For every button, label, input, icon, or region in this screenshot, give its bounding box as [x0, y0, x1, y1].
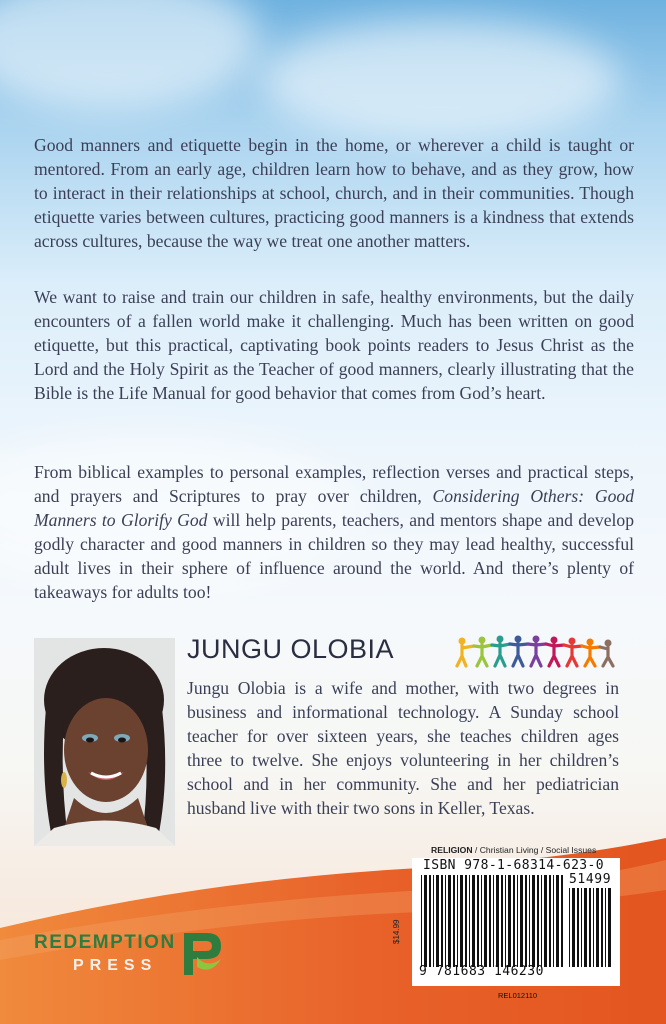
author-photo	[34, 638, 175, 846]
barcode-bar	[453, 875, 455, 967]
publisher-name-line-2: PRESS	[73, 957, 158, 974]
category-sub: / Christian Living / Social Issues	[472, 845, 597, 855]
barcode-bar	[424, 875, 427, 967]
category-label	[431, 845, 596, 855]
barcode-bar	[593, 888, 594, 967]
barcode-bar	[601, 888, 603, 967]
barcode-bar	[549, 875, 551, 967]
barcode-bar	[436, 875, 439, 967]
barcode-bar	[460, 875, 463, 967]
barcode-bar	[433, 875, 434, 967]
barcode-bar	[532, 875, 535, 967]
barcode-bar	[477, 875, 479, 967]
barcode-bar	[508, 875, 511, 967]
barcode-bar	[441, 875, 443, 967]
barcode-bar	[605, 888, 606, 967]
barcode-bar	[493, 875, 494, 967]
barcode-bar	[429, 875, 431, 967]
price-code: 51499	[569, 872, 612, 887]
publisher-logo-icon	[181, 929, 223, 977]
barcode-bar	[544, 875, 547, 967]
barcode-bar	[525, 875, 527, 967]
barcode-bar	[496, 875, 499, 967]
author-portrait-image	[34, 638, 175, 846]
barcode-bar	[537, 875, 539, 967]
synopsis-paragraph-3	[34, 460, 634, 604]
barcode-bar	[569, 888, 570, 967]
barcode-bar	[553, 875, 554, 967]
barcode-bar	[501, 875, 503, 967]
barcode-bar	[421, 875, 422, 967]
publisher-name: REDEMPTION	[34, 932, 176, 953]
barcode-bar	[489, 875, 491, 967]
barcode-bar	[457, 875, 458, 967]
price-label: $14.99	[392, 919, 401, 944]
barcode-bar	[513, 875, 515, 967]
barcode-bar	[505, 875, 506, 967]
barcode-digits: 9 781683 146230	[419, 964, 544, 979]
category-main: RELIGION	[431, 845, 473, 855]
synopsis-text: will help parents, teachers, and mentors shape and develop godly character and good manners in children so they may lead healthy, successful adult lives in their sphere of influence around the world. And there’s plenty of takeaways for adults too!	[34, 510, 634, 602]
barcode-bar	[577, 888, 579, 967]
sku-code: REL012110	[498, 991, 538, 1000]
barcode-bar	[481, 875, 482, 967]
barcode-bar	[556, 875, 559, 967]
author-name: JUNGU OLOBIA	[187, 634, 395, 664]
synopsis-paragraph-2: We want to raise and train our children in safe, healthy environments, but the daily encounters of a fallen world make it challenging. Much has been written on good etiquette, but this practical, captivating book points readers to Jesus Christ as the Lord and the Holy Spirit as the Teacher of good manners, clearly illustrating that the Bible is the Life Manual for good behavior that comes from God’s heart.	[34, 287, 634, 403]
synopsis-text: From biblical examples to personal examples, reflection verses and practical steps, and prayers and Scriptures to pray over children,	[34, 462, 634, 506]
barcode-bar	[589, 888, 591, 967]
price-barcode	[569, 888, 613, 967]
barcode-bar	[472, 875, 475, 967]
barcode-bar	[541, 875, 542, 967]
barcode-bar	[529, 875, 530, 967]
barcode-bar	[445, 875, 446, 967]
cloud-decoration	[0, 0, 260, 110]
barcode-bar	[584, 888, 587, 967]
barcode-bar	[520, 875, 523, 967]
isbn-barcode	[421, 875, 563, 967]
barcode-bar	[469, 875, 470, 967]
isbn-number: ISBN 978-1-68314-623-0	[423, 858, 604, 873]
barcode-bar	[596, 888, 599, 967]
cloud-decoration	[260, 20, 620, 140]
barcode-bar	[484, 875, 487, 967]
book-title-italic: Considering Others: Good Manners to Glorify God	[34, 486, 634, 530]
barcode-bar	[465, 875, 467, 967]
barcode-bar	[608, 888, 611, 967]
barcode-bar	[517, 875, 518, 967]
barcode-bar	[581, 888, 582, 967]
synopsis-paragraph-1: Good manners and etiquette begin in the home, or wherever a child is taught or mentored. From an early age, children learn how to behave, and as they grow, how to interact in their relationships at school, church, and in their communities. Though etiquette varies between cultures, practicing good manners is a kindness that extends across cultures, because the way we treat one another matters.	[34, 135, 634, 251]
barcode-bar	[448, 875, 451, 967]
barcode-bar	[561, 875, 563, 967]
children-holding-hands-icon	[452, 634, 618, 668]
author-bio: Jungu Olobia is a wife and mother, with two degrees in business and informational technology. A Sunday school teacher for over sixteen years, she teaches children ages three to twelve. She enjoys volunteering in her children’s school and in her community. She and her pediatrician husband live with their two sons in Keller, Texas.	[187, 678, 619, 818]
barcode-bar	[572, 888, 575, 967]
